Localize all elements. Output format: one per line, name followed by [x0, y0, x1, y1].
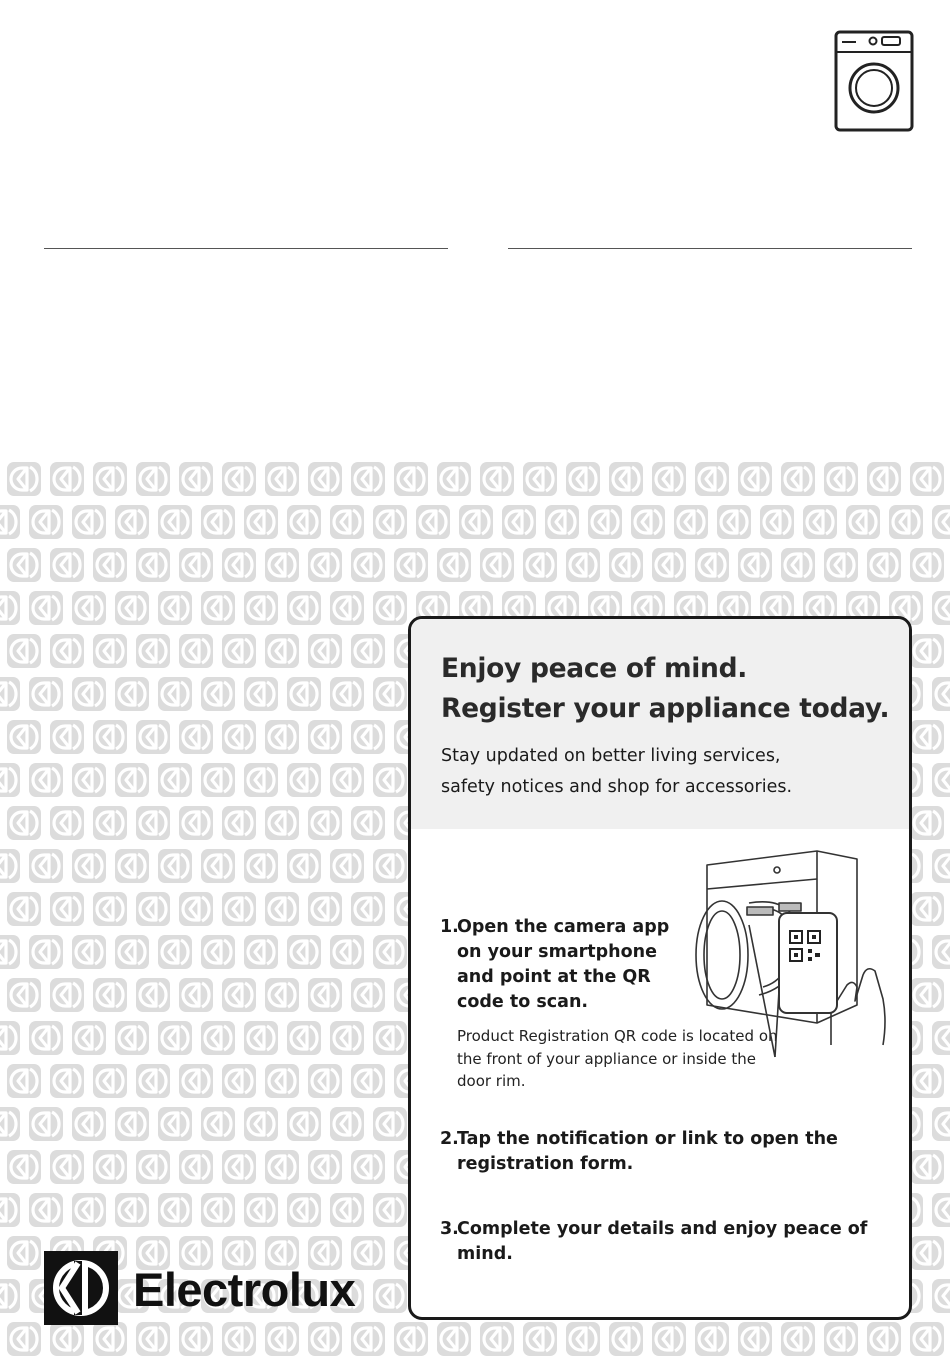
headline-line-2: Register your appliance today. — [441, 693, 890, 724]
subtitle-line-2: safety notices and shop for accessories. — [441, 777, 793, 797]
washer-phone-qr-illustration — [687, 845, 897, 1065]
writing-line-left — [44, 248, 448, 249]
step-text: Complete your details and enjoy peace of mind. — [457, 1219, 868, 1264]
card-headline — [441, 649, 889, 729]
qr-location-note: Product Registration QR code is located on the front of your appliance or inside the door rim. — [457, 1027, 778, 1090]
registration-card — [408, 616, 912, 1320]
step-number: 2. — [440, 1129, 459, 1149]
step-number: 3. — [440, 1219, 459, 1239]
step-3 — [440, 1217, 880, 1267]
writing-line-right — [508, 248, 912, 249]
subtitle-line-1: Stay updated on better living services, — [441, 746, 781, 766]
step-text: Tap the notification or link to open the registration form. — [457, 1129, 838, 1174]
electrolux-logo-icon — [44, 1251, 118, 1325]
step-2 — [440, 1127, 880, 1177]
step-number: 1. — [440, 917, 459, 937]
card-subtitle — [441, 741, 881, 803]
step-1 — [440, 915, 690, 1015]
washing-machine-icon — [834, 30, 914, 132]
brand-wordmark: Electrolux — [133, 1263, 356, 1316]
headline-line-1: Enjoy peace of mind. — [441, 653, 748, 684]
step-text: Open the camera app on your smartphone and point at the QR code to scan. — [457, 917, 670, 1012]
